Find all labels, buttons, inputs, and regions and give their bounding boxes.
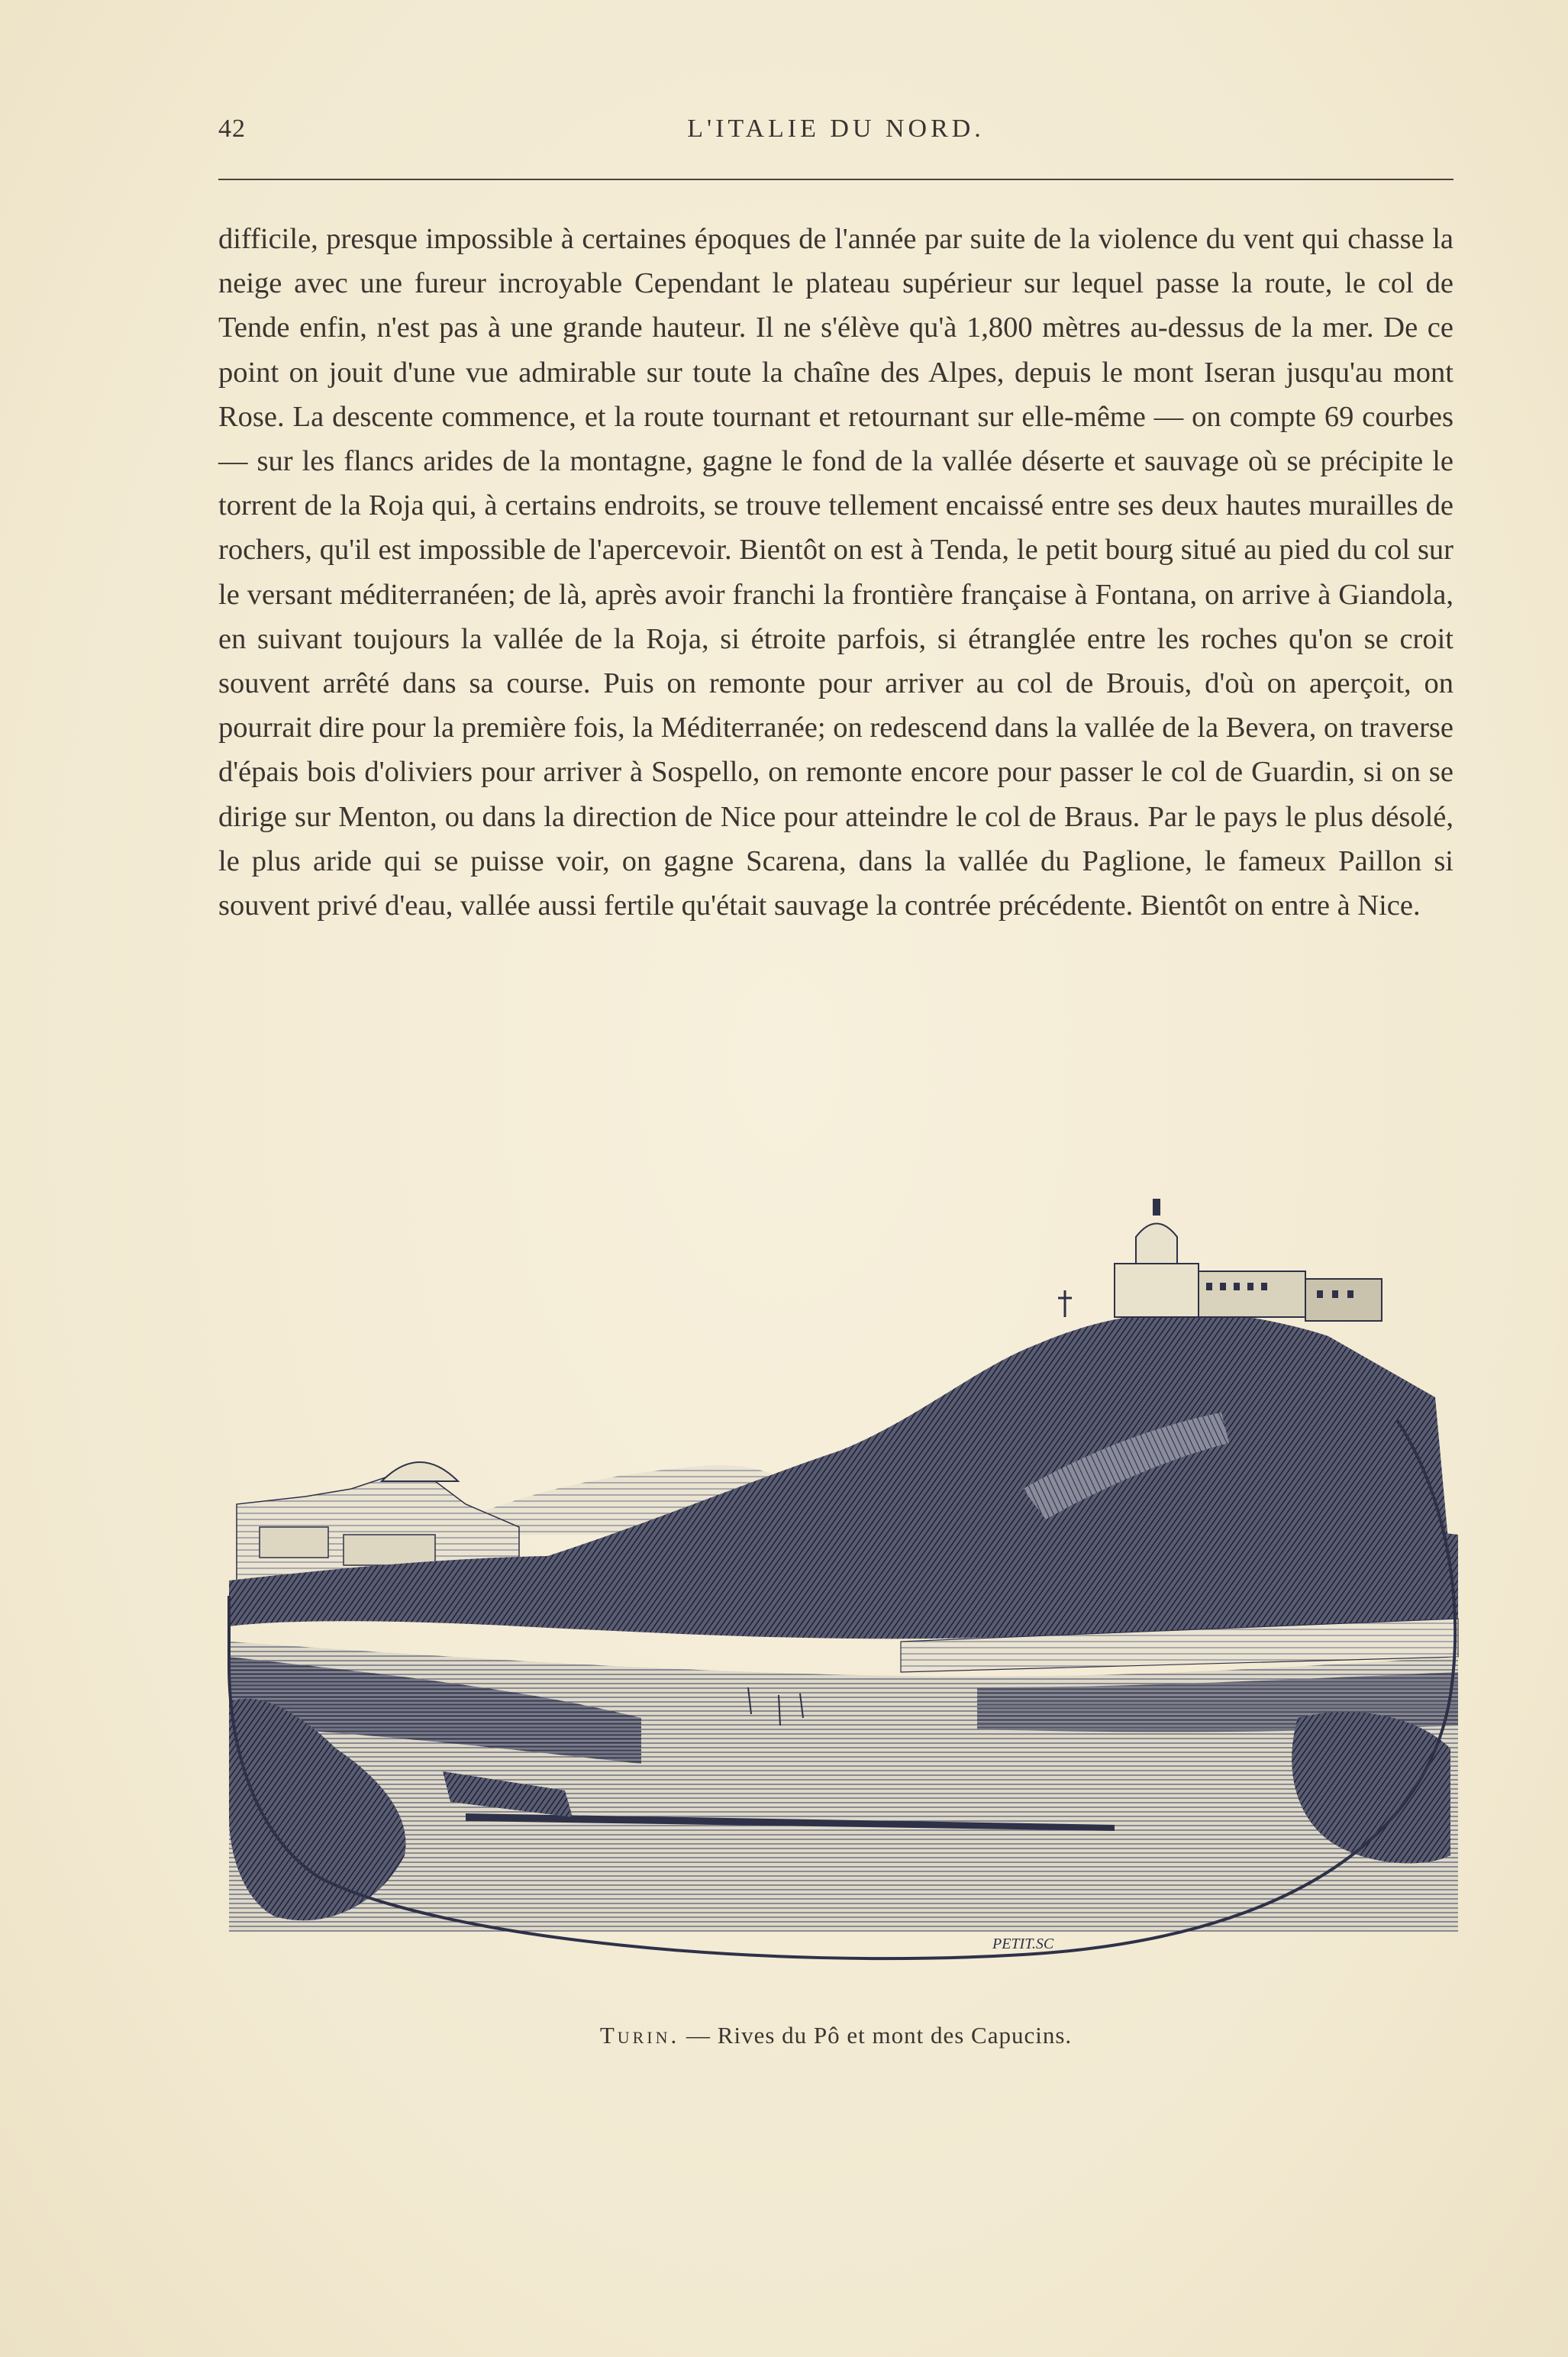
convent-building [1058,1199,1382,1321]
running-title: L'ITALIE DU NORD. [687,115,985,143]
caption-text: — Rives du Pô et mont des Capucins. [679,2022,1073,2049]
page-number: 42 [218,115,246,143]
header-rule [218,179,1453,180]
body-text [218,217,1453,928]
engraving-svg [214,1168,1466,1993]
figure-caption [218,2022,1453,2049]
engraver-signature: PETIT.SC [992,1936,1054,1952]
engraving-illustration [214,1168,1466,1993]
running-header [218,115,1453,153]
landscape-scene [229,1199,1458,1932]
caption-place: Turin. [599,2022,680,2049]
body-paragraph: difficile, presque impossible à certaines époques de l'année par suite de la violence du vent qui chasse la neige avec une fureur incroyable Cependant le plateau supérieur sur lequel passe la route, le col de Tende enfin, n'est pas à une grande hauteur. Il ne s'élève qu'à 1,800 mètres au-dessus de la mer. De ce point on jouit d'une vue admirable sur toute la chaîne des Alpes, depuis le mont Iseran jusqu'au mont Rose. La descente commence, et la route tournant et retournant sur elle-même — on compte 69 courbes — sur les flancs arides de la montagne, gagne le fond de la vallée déserte et sauvage où se précipite le torrent de la Roja qui, à certains endroits, se trouve tellement encaissé entre ses deux hautes murailles de rochers, qu'il est impossible de l'apercevoir. Bientôt on est à Tenda, le petit bourg situé au pied du col sur le versant méditerranéen; de là, après avoir franchi la frontière française à Fontana, on arrive à Giandola, en suivant toujours la vallée de la Roja, si étroite parfois, si étranglée entre les roches qu'on se croit souvent arrêté dans sa course. Puis on remonte pour arriver au col de Brouis, d'où on aperçoit, on pourrait dire pour la première fois, la Méditerranée; on redescend dans la vallée de la Bevera, on traverse d'épais bois d'oliviers pour arriver à Sospello, on remonte encore pour passer le col de Guardin, si on se dirige sur Menton, ou dans la direction de Nice pour atteindre le col de Braus. Par le pays le plus désolé, le plus aride qui se puisse voir, on gagne Scarena, dans la vallée du Paglione, le fameux Paillon si souvent privé d'eau, vallée aussi fertile qu'était sauvage la contrée précédente. Bientôt on entre à Nice. [218,223,1453,922]
